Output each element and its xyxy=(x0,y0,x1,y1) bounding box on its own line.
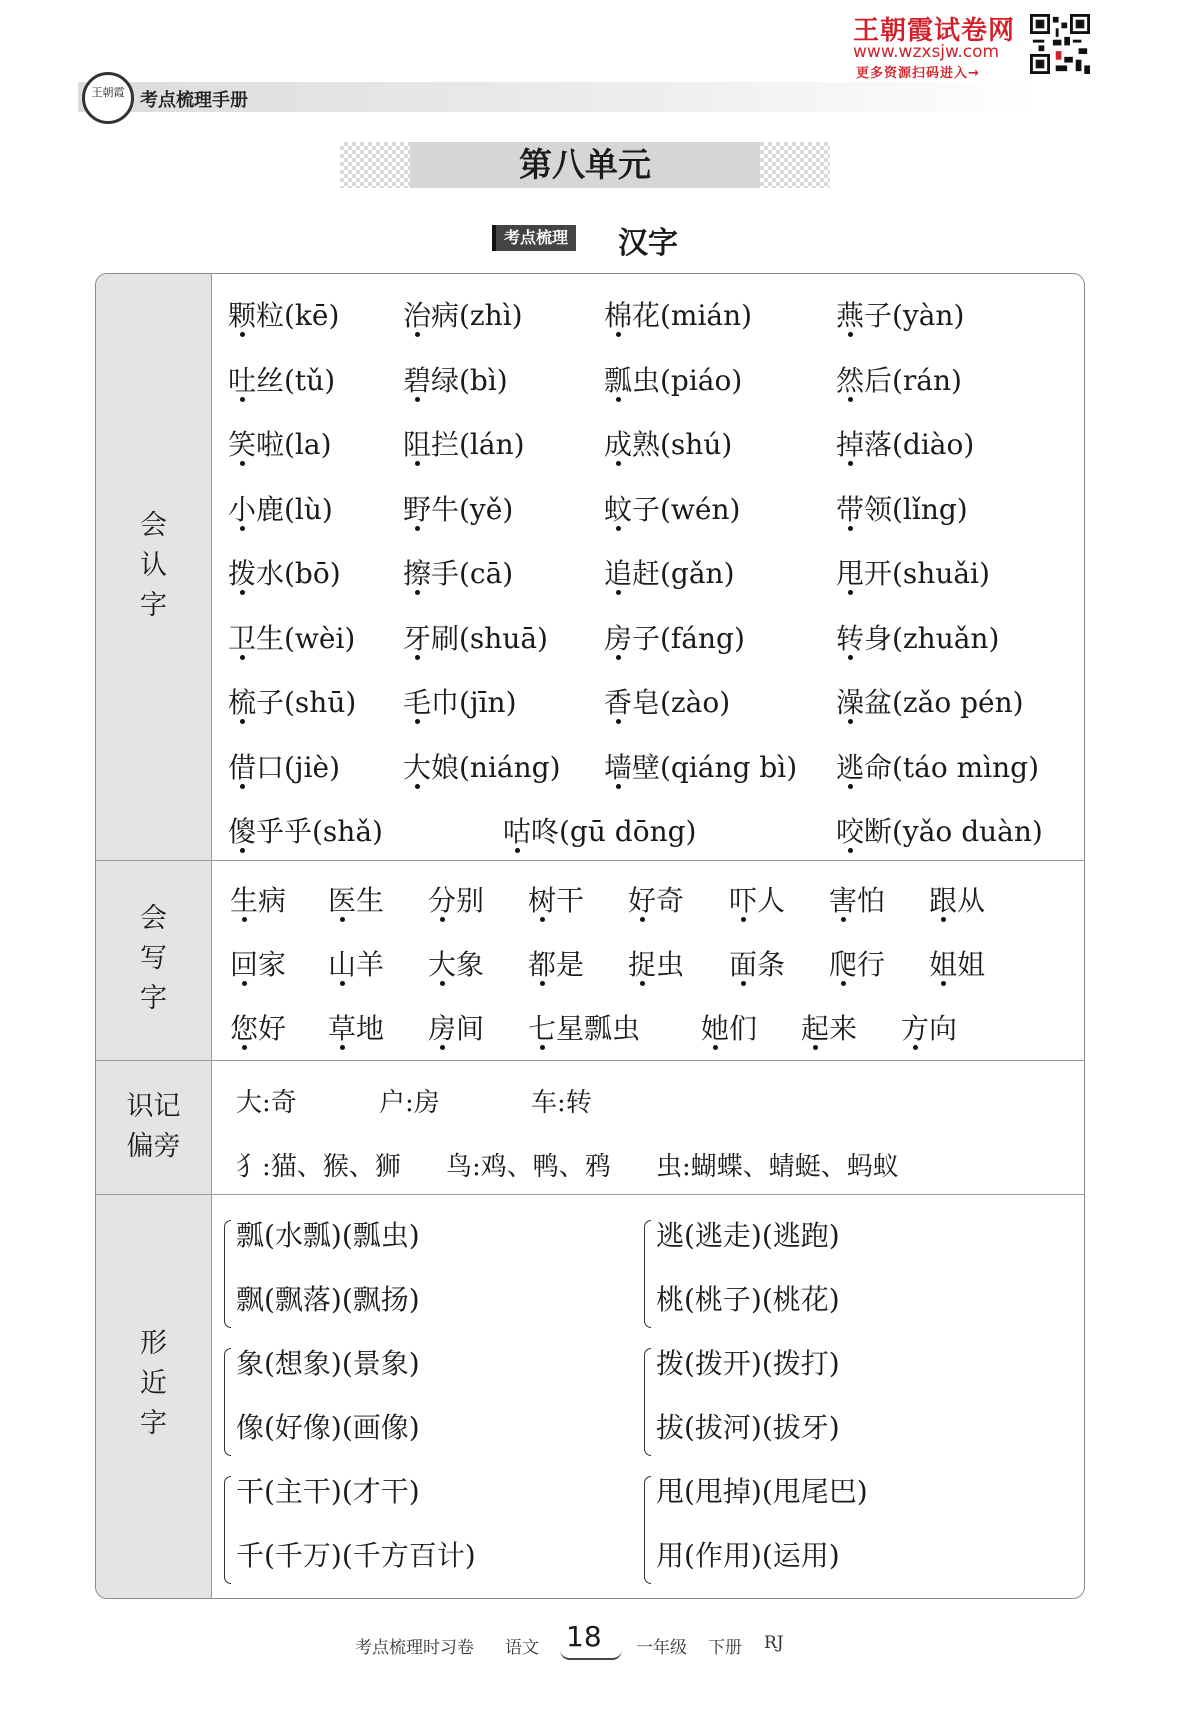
recognize-word: 追赶(gǎn) xyxy=(604,557,735,590)
recognize-word: 带领(lǐng) xyxy=(836,492,968,526)
emphasis-dot xyxy=(848,784,853,789)
emphasis-dot xyxy=(616,784,621,789)
emphasis-dot xyxy=(240,526,245,531)
recognize-word: 瓢虫(piáo) xyxy=(604,363,743,397)
emphasis-dot xyxy=(240,719,245,724)
emphasis-dot xyxy=(415,590,420,595)
page-number-decoration xyxy=(560,1650,622,1660)
emphasis-dot xyxy=(941,981,946,986)
recognize-word: 治病(zhì) xyxy=(403,299,523,332)
recognize-word: 房子(fáng) xyxy=(604,621,745,655)
similar-char-line: 拔(拔河)(拔牙) xyxy=(656,1411,840,1444)
emphasis-dot xyxy=(415,719,420,724)
recognize-word: 咬断(yǎo duàn) xyxy=(836,815,1043,848)
emphasis-dot xyxy=(340,981,345,986)
emphasis-dot xyxy=(540,1045,545,1050)
radical-entry: 犭:猫、猴、狮 xyxy=(236,1152,401,1182)
write-word: 捉虫 xyxy=(628,948,685,981)
radical-entry: 大:奇 xyxy=(236,1088,297,1118)
write-word: 面条 xyxy=(729,948,786,981)
write-word: 姐姐 xyxy=(929,948,986,981)
recognize-word: 碧绿(bì) xyxy=(403,363,508,397)
recognize-word: 借口(jiè) xyxy=(228,750,341,784)
write-word: 您好 xyxy=(230,1012,287,1045)
emphasis-dot xyxy=(616,590,621,595)
emphasis-dot xyxy=(240,590,245,595)
row-divider xyxy=(96,1194,1084,1195)
similar-char-line: 逃(逃走)(逃跑) xyxy=(656,1219,840,1252)
emphasis-dot xyxy=(848,526,853,531)
radical-entry: 户:房 xyxy=(379,1088,440,1118)
write-word: 跟从 xyxy=(929,884,986,917)
brace-icon xyxy=(644,1220,651,1328)
label-recognize: 会 认 字 xyxy=(140,510,167,621)
recognize-word: 然后(rán) xyxy=(836,363,962,397)
recognize-word: 毛巾(jīn) xyxy=(403,686,517,719)
emphasis-dot xyxy=(848,655,853,660)
emphasis-dot xyxy=(640,981,645,986)
emphasis-dot xyxy=(415,784,420,789)
footer-subject: 语文 xyxy=(505,1638,539,1658)
emphasis-dot xyxy=(848,848,853,853)
recognize-word: 转身(zhuǎn) xyxy=(836,621,1000,655)
emphasis-dot xyxy=(616,332,621,337)
recognize-word: 棉花(mián) xyxy=(604,299,753,332)
emphasis-dot xyxy=(242,981,247,986)
emphasis-dot xyxy=(713,1045,718,1050)
recognize-word: 牙刷(shuā) xyxy=(403,621,548,655)
emphasis-dot xyxy=(242,917,247,922)
emphasis-dot xyxy=(415,526,420,531)
similar-char-line: 甩(甩掉)(甩尾巴) xyxy=(656,1475,868,1508)
write-word: 山羊 xyxy=(328,948,385,981)
recognize-word: 蚊子(wén) xyxy=(604,492,741,526)
emphasis-dot xyxy=(340,917,345,922)
recognize-word: 颗粒(kē) xyxy=(228,299,340,332)
emphasis-dot xyxy=(741,917,746,922)
recognize-word: 笑啦(la) xyxy=(228,428,332,461)
recognize-word: 梳子(shū) xyxy=(228,686,357,719)
emphasis-dot xyxy=(240,461,245,466)
emphasis-dot xyxy=(616,719,621,724)
emphasis-dot xyxy=(841,917,846,922)
qr-code-icon[interactable] xyxy=(1030,14,1090,74)
recognize-word: 成熟(shú) xyxy=(604,428,733,461)
emphasis-dot xyxy=(913,1045,918,1050)
write-word: 七星瓢虫 xyxy=(528,1012,641,1045)
emphasis-dot xyxy=(640,917,645,922)
recognize-word: 拨水(bō) xyxy=(228,557,341,590)
slogan: 更多资源扫码进入→ xyxy=(856,66,980,81)
publisher-logo: 王朝霞 xyxy=(82,72,134,124)
recognize-word: 逃命(táo mìng) xyxy=(836,750,1040,784)
emphasis-dot xyxy=(440,981,445,986)
row-divider xyxy=(96,860,1084,861)
emphasis-dot xyxy=(540,917,545,922)
emphasis-dot xyxy=(848,397,853,402)
similar-char-line: 瓢(水瓢)(瓢虫) xyxy=(236,1219,420,1252)
emphasis-dot xyxy=(340,1045,345,1050)
write-word: 房间 xyxy=(428,1012,485,1045)
emphasis-dot xyxy=(440,1045,445,1050)
section-title: 汉字 xyxy=(618,226,678,261)
brand-name[interactable]: 王朝霞试卷网 xyxy=(853,16,1016,46)
similar-char-line: 桃(桃子)(桃花) xyxy=(656,1283,840,1316)
write-word: 分别 xyxy=(428,884,485,917)
similar-char-line: 飘(飘落)(飘扬) xyxy=(236,1283,420,1316)
recognize-word: 掉落(diào) xyxy=(836,428,975,461)
character-table xyxy=(95,273,1085,1599)
row-divider xyxy=(96,1060,1084,1061)
similar-char-line: 用(作用)(运用) xyxy=(656,1539,840,1572)
brace-icon xyxy=(224,1476,231,1584)
write-word: 草地 xyxy=(328,1012,385,1045)
page-number: 18 xyxy=(566,1620,602,1653)
recognize-word: 咕咚(gū dōng) xyxy=(503,815,697,848)
emphasis-dot xyxy=(841,981,846,986)
site-url[interactable]: www.wzxsjw.com xyxy=(853,42,1000,62)
write-word: 回家 xyxy=(230,948,287,981)
write-word: 吓人 xyxy=(729,884,786,917)
emphasis-dot xyxy=(440,917,445,922)
emphasis-dot xyxy=(540,981,545,986)
similar-char-line: 拨(拨开)(拨打) xyxy=(656,1347,840,1380)
unit-title: 第八单元 xyxy=(519,145,651,184)
brace-icon xyxy=(224,1220,231,1328)
brace-icon xyxy=(224,1348,231,1456)
write-word: 害怕 xyxy=(829,884,886,917)
recognize-word: 野牛(yě) xyxy=(403,492,514,526)
recognize-word: 小鹿(lù) xyxy=(228,492,333,526)
write-word: 树干 xyxy=(528,884,585,917)
emphasis-dot xyxy=(848,719,853,724)
similar-char-line: 象(想象)(景象) xyxy=(236,1347,420,1380)
write-word: 起来 xyxy=(801,1012,858,1045)
recognize-word: 香皂(zào) xyxy=(604,686,731,719)
emphasis-dot xyxy=(616,526,621,531)
recognize-word: 卫生(wèi) xyxy=(228,621,356,655)
section-tag: 考点梳理 xyxy=(492,225,576,251)
emphasis-dot xyxy=(242,1045,247,1050)
emphasis-dot xyxy=(240,397,245,402)
emphasis-dot xyxy=(240,332,245,337)
emphasis-dot xyxy=(415,332,420,337)
footer-edition: RJ xyxy=(764,1633,784,1653)
recognize-word: 傻乎乎(shǎ) xyxy=(228,815,383,848)
similar-char-line: 干(主干)(才干) xyxy=(236,1475,420,1508)
brace-icon xyxy=(644,1476,651,1584)
emphasis-dot xyxy=(941,917,946,922)
write-word: 都是 xyxy=(528,948,585,981)
radical-entry: 虫:蝴蝶、蜻蜓、蚂蚁 xyxy=(656,1152,899,1182)
recognize-word: 墙壁(qiáng bì) xyxy=(604,750,798,784)
emphasis-dot xyxy=(848,332,853,337)
recognize-word: 吐丝(tǔ) xyxy=(228,363,336,397)
radical-entry: 车:转 xyxy=(531,1088,592,1118)
recognize-word: 澡盆(zǎo pén) xyxy=(836,686,1024,719)
recognize-word: 擦手(cā) xyxy=(403,557,514,590)
recognize-word: 大娘(niáng) xyxy=(403,750,561,784)
emphasis-dot xyxy=(415,461,420,466)
emphasis-dot xyxy=(515,848,520,853)
brace-icon xyxy=(644,1348,651,1456)
emphasis-dot xyxy=(240,655,245,660)
emphasis-dot xyxy=(848,461,853,466)
similar-char-line: 像(好像)(画像) xyxy=(236,1411,420,1444)
emphasis-dot xyxy=(240,784,245,789)
label-similar: 形 近 字 xyxy=(140,1328,167,1439)
handbook-title: 考点梳理手册 xyxy=(140,90,248,111)
radical-entry: 鸟:鸡、鸭、鸦 xyxy=(446,1152,611,1182)
label-radical: 识记 偏旁 xyxy=(126,1091,181,1162)
write-word: 好奇 xyxy=(628,884,685,917)
emphasis-dot xyxy=(616,655,621,660)
similar-char-line: 千(千万)(千方百计) xyxy=(236,1539,476,1572)
emphasis-dot xyxy=(813,1045,818,1050)
emphasis-dot xyxy=(616,461,621,466)
footer-term: 下册 xyxy=(708,1638,742,1658)
emphasis-dot xyxy=(415,655,420,660)
emphasis-dot xyxy=(848,590,853,595)
write-word: 生病 xyxy=(230,884,287,917)
footer-grade: 一年级 xyxy=(636,1638,687,1658)
label-write: 会 写 字 xyxy=(140,903,167,1014)
emphasis-dot xyxy=(616,397,621,402)
emphasis-dot xyxy=(240,848,245,853)
write-word: 医生 xyxy=(328,884,385,917)
emphasis-dot xyxy=(741,981,746,986)
write-word: 她们 xyxy=(701,1012,758,1045)
write-word: 方向 xyxy=(901,1012,958,1045)
recognize-word: 甩开(shuǎi) xyxy=(836,557,990,590)
recognize-word: 阻拦(lán) xyxy=(403,428,525,461)
footer-series: 考点梳理时习卷 xyxy=(355,1638,474,1658)
emphasis-dot xyxy=(415,397,420,402)
recognize-word: 燕子(yàn) xyxy=(836,299,965,332)
write-word: 爬行 xyxy=(829,948,886,981)
write-word: 大象 xyxy=(428,948,485,981)
